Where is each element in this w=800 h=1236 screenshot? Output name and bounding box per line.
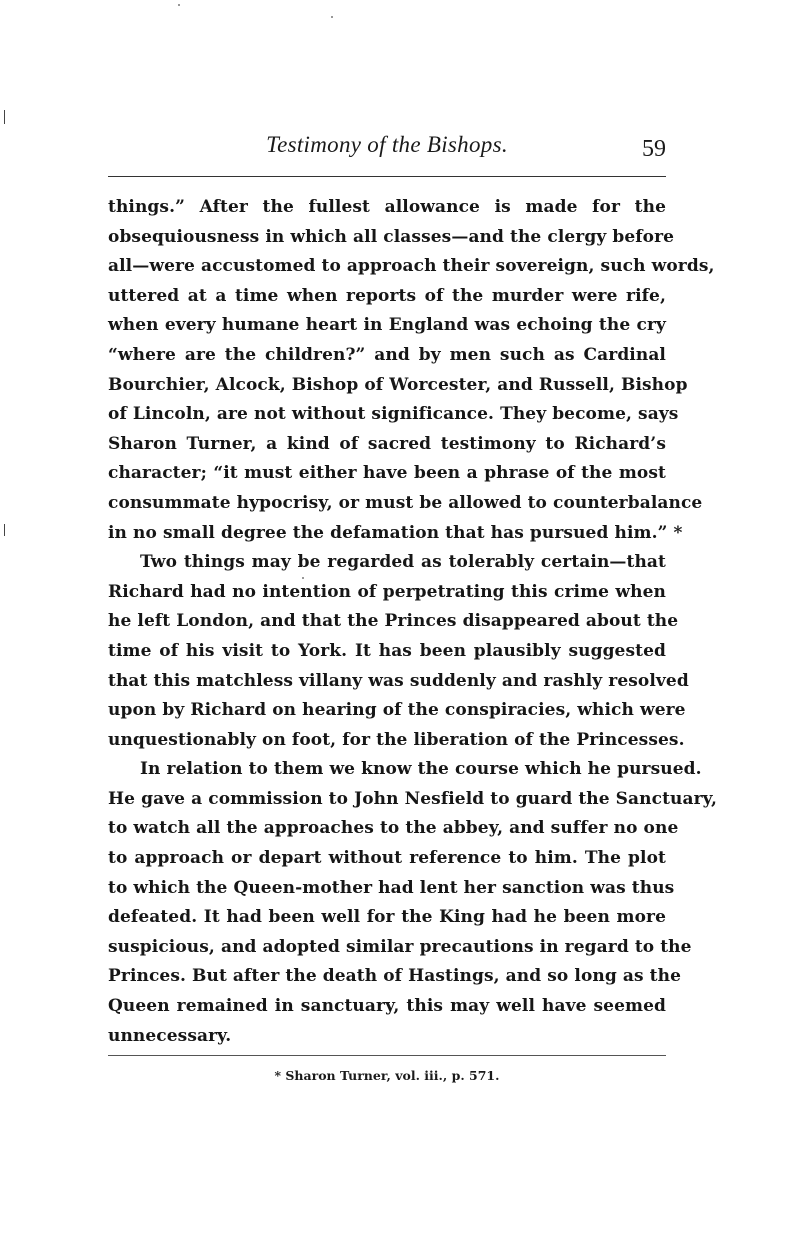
text-line: character; “it must either have been a phrase of the most xyxy=(108,463,666,484)
text-line: of Lincoln, are not without significance. They become, says xyxy=(108,404,679,425)
header-rule xyxy=(108,176,666,177)
text-line: that this matchless villany was suddenly and rashly resolved xyxy=(108,670,689,691)
body-text xyxy=(108,193,718,1051)
text-line: Richard had no intention of perpetrating this crime when xyxy=(108,581,666,602)
text-line: defeated. It had been well for the King had he been more xyxy=(108,907,666,928)
text-line: he left London, and that the Princes disappeared about the xyxy=(108,611,679,632)
text-line: unnecessary. xyxy=(108,1025,232,1046)
text-line: Sharon Turner, a kind of sacred testimony to Richard’s xyxy=(108,433,666,454)
scan-edge-mark xyxy=(4,110,5,124)
scan-edge-mark xyxy=(4,524,5,536)
text-line: uttered at a time when reports of the murder were rife, xyxy=(108,285,666,306)
text-line: unquestionably on foot, for the liberation of the Princesses. xyxy=(108,729,685,750)
text-line: Bourchier, Alcock, Bishop of Worcester, and Russell, Bishop xyxy=(108,374,688,395)
text-line: He gave a commission to John Nesfield to guard the Sanctuary, xyxy=(108,788,718,809)
text-line: obsequiousness in which all classes—and the clergy before xyxy=(108,226,675,247)
text-line: Queen remained in sanctuary, this may well have seemed xyxy=(108,996,666,1017)
scan-speck xyxy=(302,577,304,579)
text-line: upon by Richard on hearing of the conspiracies, which were xyxy=(108,700,686,721)
text-line: suspicious, and adopted similar precautions in regard to the xyxy=(108,936,692,957)
page-number: 59 xyxy=(642,136,666,162)
text-line: things.” After the fullest allowance is made for the xyxy=(108,197,666,217)
text-line: Princes. But after the death of Hastings, and so long as the xyxy=(108,966,681,987)
text-line: to which the Queen-mother had lent her sanction was thus xyxy=(108,877,675,898)
text-line: in no small degree the defamation that has pursued him.” * xyxy=(108,522,683,543)
text-line: to approach or depart without reference to him. The plot xyxy=(108,848,666,869)
running-title: Testimony of the Bishops. xyxy=(266,132,508,157)
text-line: all—were accustomed to approach their sovereign, such words, xyxy=(108,256,715,277)
footnote: * Sharon Turner, vol. iii., p. 571. xyxy=(274,1068,500,1083)
scan-speck xyxy=(178,4,180,6)
footnote-rule xyxy=(108,1055,666,1056)
text-line: to watch all the approaches to the abbey, and suffer no one xyxy=(108,818,679,839)
text-line: time of his visit to York. It has been plausibly suggested xyxy=(108,640,666,661)
page-header xyxy=(108,128,666,168)
text-line: when every humane heart in England was echoing the cry xyxy=(108,315,666,336)
scan-speck xyxy=(331,16,333,18)
text-line: consummate hypocrisy, or must be allowed to counterbalance xyxy=(108,492,703,513)
text-line: “where are the children?” and by men such as Cardinal xyxy=(108,344,666,365)
paragraph-start-line: In relation to them we know the course which he pursued. xyxy=(140,759,702,780)
paragraph-start-line: Two things may be regarded as tolerably certain—that xyxy=(140,552,666,573)
